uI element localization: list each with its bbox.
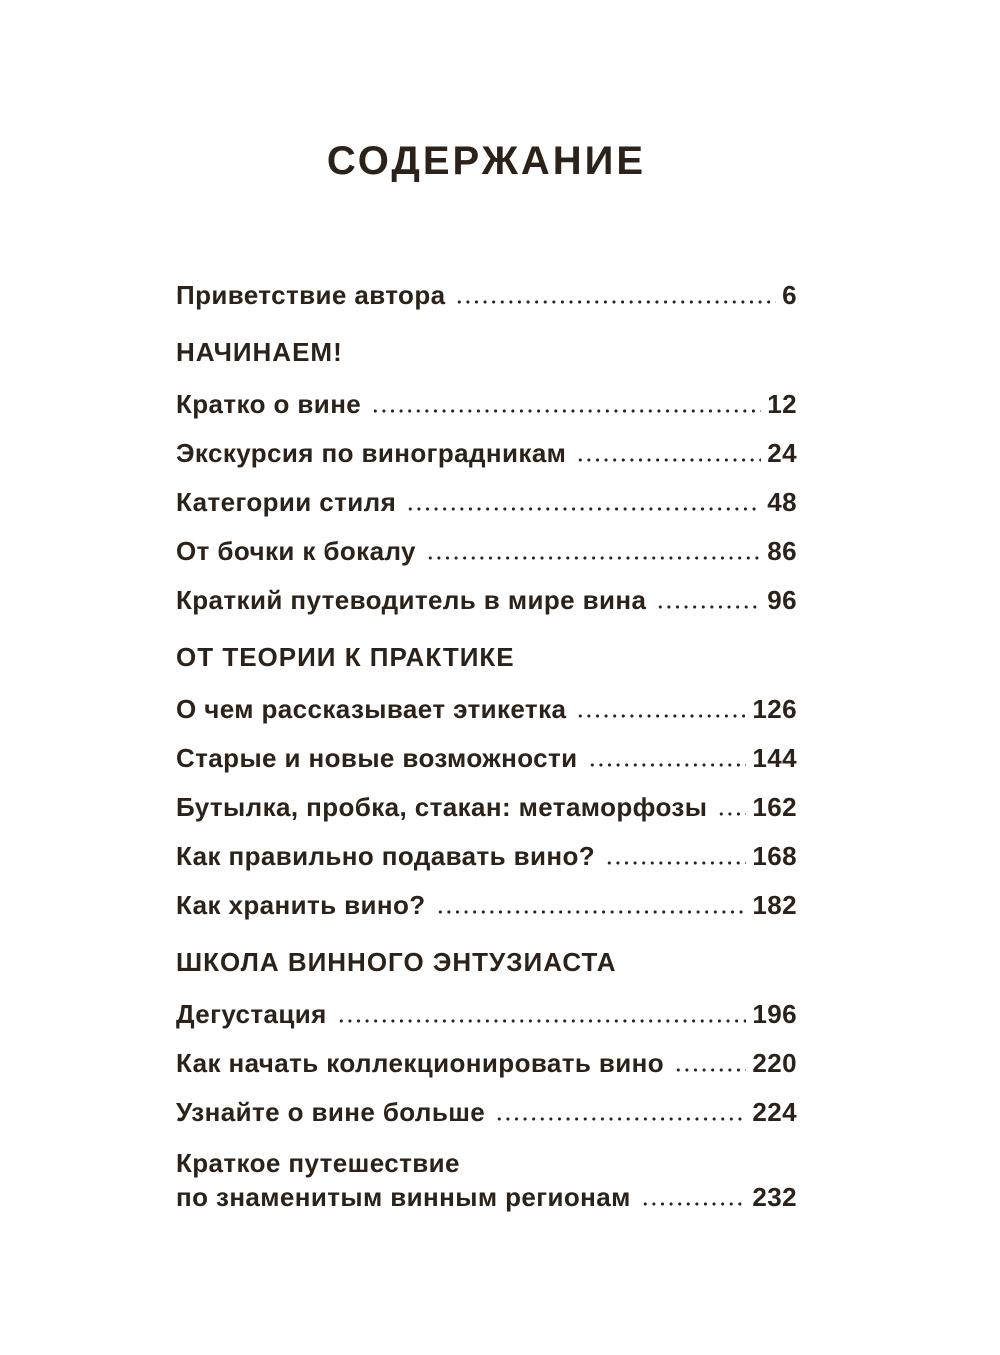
toc-entry-label: Как начать коллекционировать вино — [176, 1048, 665, 1078]
toc-entry-page: 162 — [752, 792, 797, 822]
toc-entry — [176, 791, 797, 823]
section-heading: ШКОЛА ВИННОГО ЭНТУЗИАСТА — [176, 947, 617, 977]
dot-leader — [371, 409, 761, 413]
toc-entry-label: Бутылка, пробка, стакан: метаморфозы — [176, 792, 708, 822]
toc-entry-page: 6 — [782, 280, 797, 310]
toc-entry — [176, 388, 797, 420]
toc-entry-page: 24 — [767, 438, 797, 468]
section-heading: ОТ ТЕОРИИ К ПРАКТИКЕ — [176, 642, 515, 672]
toc-entry-page: 220 — [752, 1048, 797, 1078]
toc-entry — [176, 486, 797, 518]
toc-entry-page: 96 — [767, 585, 797, 615]
toc-entry-label: О чем рассказывает этикетка — [176, 694, 567, 724]
toc-entry-label-line1: Краткое путешествие — [176, 1148, 460, 1178]
toc-entry-page: 86 — [767, 536, 797, 566]
toc-entry-label: Дегустация — [176, 999, 327, 1029]
toc-entry-page: 126 — [752, 694, 797, 724]
toc-entry-page: 168 — [752, 841, 797, 871]
dot-leader — [455, 300, 776, 304]
dot-leader — [641, 1202, 747, 1206]
toc-entry-label: Экскурсия по виноградникам — [176, 438, 567, 468]
dot-leader — [576, 714, 746, 718]
toc-entry-label: Старые и новые возможности — [176, 743, 578, 773]
toc-entry-two-line — [176, 1145, 797, 1213]
toc-entry-label: Как правильно подавать вино? — [176, 841, 596, 871]
toc-entry — [176, 840, 797, 872]
toc-entry-label: Кратко о вине — [176, 389, 362, 419]
dot-leader — [426, 556, 761, 560]
section-heading: НАЧИНАЕМ! — [176, 337, 343, 367]
toc-entry-label: Краткий путеводитель в мире вина — [176, 585, 647, 615]
toc-entry-page: 12 — [767, 389, 797, 419]
toc-entry — [176, 1047, 797, 1079]
dot-leader — [656, 605, 761, 609]
dot-leader — [674, 1068, 746, 1072]
toc-entry — [176, 742, 797, 774]
toc-entry-label: Категории стиля — [176, 487, 397, 517]
toc-entry-preface — [176, 279, 797, 311]
dot-leader — [588, 763, 747, 767]
toc-entry-label: Как хранить вино? — [176, 890, 426, 920]
toc-entry-label-line2: по знаменитым винным регионам — [176, 1182, 631, 1212]
page-title: СОДЕРЖАНИЕ — [326, 139, 647, 183]
table-of-contents — [176, 279, 797, 1213]
toc-entry-page: 196 — [752, 999, 797, 1029]
dot-leader — [605, 861, 746, 865]
dot-leader — [717, 812, 746, 816]
dot-leader — [406, 507, 761, 511]
dot-leader — [337, 1019, 747, 1023]
toc-entry — [176, 535, 797, 567]
toc-entry — [176, 693, 797, 725]
toc-entry-row — [176, 1181, 797, 1213]
toc-entry — [176, 437, 797, 469]
toc-entry-label: Приветствие автора — [176, 280, 446, 310]
dot-leader — [436, 910, 747, 914]
toc-entry-label: От бочки к бокалу — [176, 536, 416, 566]
dot-leader — [576, 458, 761, 462]
toc-entry-page: 48 — [767, 487, 797, 517]
toc-entry — [176, 1096, 797, 1128]
toc-entry — [176, 584, 797, 616]
toc-entry — [176, 998, 797, 1030]
toc-entry-page: 144 — [752, 743, 797, 773]
toc-entry-label: Узнайте о вине больше — [176, 1097, 486, 1127]
toc-entry-page: 224 — [752, 1097, 797, 1127]
dot-leader — [495, 1117, 746, 1121]
toc-entry — [176, 889, 797, 921]
toc-entry-page: 232 — [752, 1182, 797, 1212]
toc-entry-page: 182 — [752, 890, 797, 920]
